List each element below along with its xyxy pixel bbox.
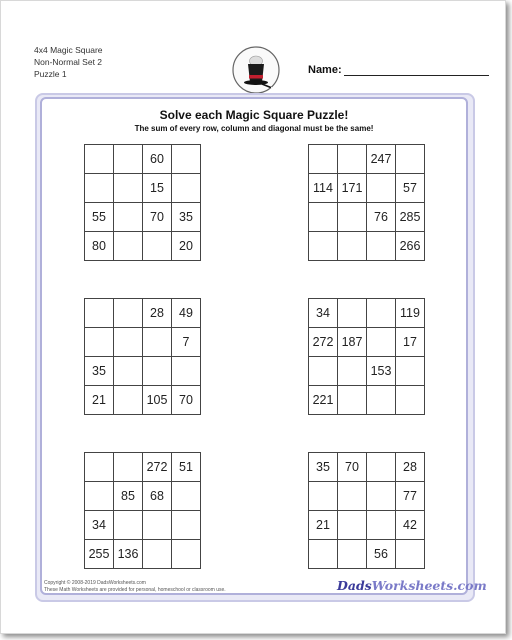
square-cell[interactable] [309, 203, 338, 232]
magic-square-1 [84, 144, 201, 261]
instructions-subtitle: The sum of every row, column and diagonal must be the same! [134, 124, 374, 133]
square-cell[interactable] [172, 540, 201, 569]
worksheet-type: 4x4 Magic Square [34, 45, 103, 55]
square-cell[interactable]: 34 [309, 299, 338, 328]
square-cell[interactable]: 57 [396, 174, 425, 203]
square-cell[interactable] [367, 482, 396, 511]
square-cell[interactable] [367, 328, 396, 357]
worksheet-info [34, 44, 103, 80]
square-cell[interactable] [396, 145, 425, 174]
square-cell[interactable] [172, 357, 201, 386]
square-cell[interactable]: 171 [338, 174, 367, 203]
square-cell[interactable]: 77 [396, 482, 425, 511]
square-cell[interactable] [367, 453, 396, 482]
square-cell[interactable] [114, 386, 143, 415]
magic-square-5 [84, 452, 201, 569]
square-cell[interactable]: 55 [85, 203, 114, 232]
square-cell[interactable] [338, 145, 367, 174]
square-cell[interactable] [367, 232, 396, 261]
name-blank-line[interactable] [344, 65, 489, 76]
square-cell[interactable] [172, 145, 201, 174]
square-cell[interactable] [309, 145, 338, 174]
square-cell[interactable]: 136 [114, 540, 143, 569]
square-cell[interactable] [309, 540, 338, 569]
square-cell[interactable] [114, 232, 143, 261]
square-cell[interactable]: 34 [85, 511, 114, 540]
square-cell[interactable]: 272 [143, 453, 172, 482]
square-cell[interactable]: 255 [85, 540, 114, 569]
square-cell[interactable]: 28 [396, 453, 425, 482]
square-cell[interactable] [309, 357, 338, 386]
square-cell[interactable]: 76 [367, 203, 396, 232]
magic-square-6 [308, 452, 425, 569]
square-cell[interactable] [114, 145, 143, 174]
square-cell[interactable] [367, 299, 396, 328]
square-cell[interactable] [114, 453, 143, 482]
square-cell[interactable] [338, 540, 367, 569]
square-cell[interactable] [114, 511, 143, 540]
square-cell[interactable] [114, 299, 143, 328]
square-cell[interactable] [172, 511, 201, 540]
square-cell[interactable]: 35 [85, 357, 114, 386]
square-cell[interactable]: 153 [367, 357, 396, 386]
square-cell[interactable]: 119 [396, 299, 425, 328]
footer-notice [44, 580, 226, 594]
square-cell[interactable]: 49 [172, 299, 201, 328]
square-cell[interactable] [338, 357, 367, 386]
worksheet-puzzle-number: Puzzle 1 [34, 69, 67, 79]
square-cell[interactable] [114, 328, 143, 357]
square-cell[interactable] [367, 511, 396, 540]
square-cell[interactable] [309, 482, 338, 511]
magic-square-3 [84, 298, 201, 415]
square-cell[interactable]: 35 [172, 203, 201, 232]
square-cell[interactable] [338, 511, 367, 540]
brand-logo-part-b: Worksheets.com [371, 578, 487, 593]
square-cell[interactable]: 70 [143, 203, 172, 232]
square-cell[interactable]: 80 [85, 232, 114, 261]
square-cell[interactable] [338, 299, 367, 328]
square-cell[interactable]: 21 [309, 511, 338, 540]
worksheet-set: Non-Normal Set 2 [34, 57, 103, 67]
square-cell[interactable] [85, 299, 114, 328]
square-cell[interactable]: 51 [172, 453, 201, 482]
square-cell[interactable]: 85 [114, 482, 143, 511]
square-cell[interactable] [338, 203, 367, 232]
square-cell[interactable] [85, 453, 114, 482]
square-cell[interactable] [367, 386, 396, 415]
square-cell[interactable]: 17 [396, 328, 425, 357]
magic-top-hat-icon [231, 45, 281, 95]
square-cell[interactable]: 187 [338, 328, 367, 357]
square-cell[interactable] [114, 357, 143, 386]
square-cell[interactable]: 114 [309, 174, 338, 203]
square-cell[interactable] [85, 145, 114, 174]
magic-square-2 [308, 144, 425, 261]
square-cell[interactable]: 35 [309, 453, 338, 482]
square-cell[interactable] [85, 482, 114, 511]
square-cell[interactable]: 20 [172, 232, 201, 261]
name-label: Name: [308, 64, 342, 76]
square-cell[interactable]: 272 [309, 328, 338, 357]
magic-square-4 [308, 298, 425, 415]
square-cell[interactable] [396, 386, 425, 415]
square-cell[interactable]: 7 [172, 328, 201, 357]
usage-text: These Math Worksheets are provided for personal, homeschool or classroom use. [44, 587, 226, 593]
square-cell[interactable]: 42 [396, 511, 425, 540]
square-cell[interactable] [338, 386, 367, 415]
square-cell[interactable] [309, 232, 338, 261]
square-cell[interactable]: 60 [143, 145, 172, 174]
brand-logo-part-a: Dads [337, 578, 372, 593]
square-cell[interactable] [367, 174, 396, 203]
square-cell[interactable] [143, 511, 172, 540]
square-cell[interactable] [143, 357, 172, 386]
square-cell[interactable] [143, 232, 172, 261]
square-cell[interactable] [85, 328, 114, 357]
square-cell[interactable]: 266 [396, 232, 425, 261]
square-cell[interactable] [338, 482, 367, 511]
square-cell[interactable]: 56 [367, 540, 396, 569]
square-cell[interactable]: 70 [172, 386, 201, 415]
square-cell[interactable]: 221 [309, 386, 338, 415]
brand-logo [337, 578, 487, 593]
square-cell[interactable]: 247 [367, 145, 396, 174]
square-cell[interactable]: 68 [143, 482, 172, 511]
square-cell[interactable] [114, 174, 143, 203]
square-cell[interactable] [396, 357, 425, 386]
square-cell[interactable]: 285 [396, 203, 425, 232]
square-cell[interactable] [114, 203, 143, 232]
square-cell[interactable] [396, 540, 425, 569]
square-cell[interactable]: 21 [85, 386, 114, 415]
square-cell[interactable] [172, 174, 201, 203]
copyright-text: Copyright © 2008-2019 DadsWorksheets.com [44, 580, 146, 586]
name-field[interactable] [308, 64, 489, 76]
square-cell[interactable] [338, 232, 367, 261]
square-cell[interactable] [143, 328, 172, 357]
square-cell[interactable]: 70 [338, 453, 367, 482]
square-cell[interactable]: 105 [143, 386, 172, 415]
square-cell[interactable]: 28 [143, 299, 172, 328]
square-cell[interactable] [172, 482, 201, 511]
square-cell[interactable] [85, 174, 114, 203]
square-cell[interactable] [143, 540, 172, 569]
square-cell[interactable]: 15 [143, 174, 172, 203]
instructions-title: Solve each Magic Square Puzzle! [159, 108, 349, 122]
